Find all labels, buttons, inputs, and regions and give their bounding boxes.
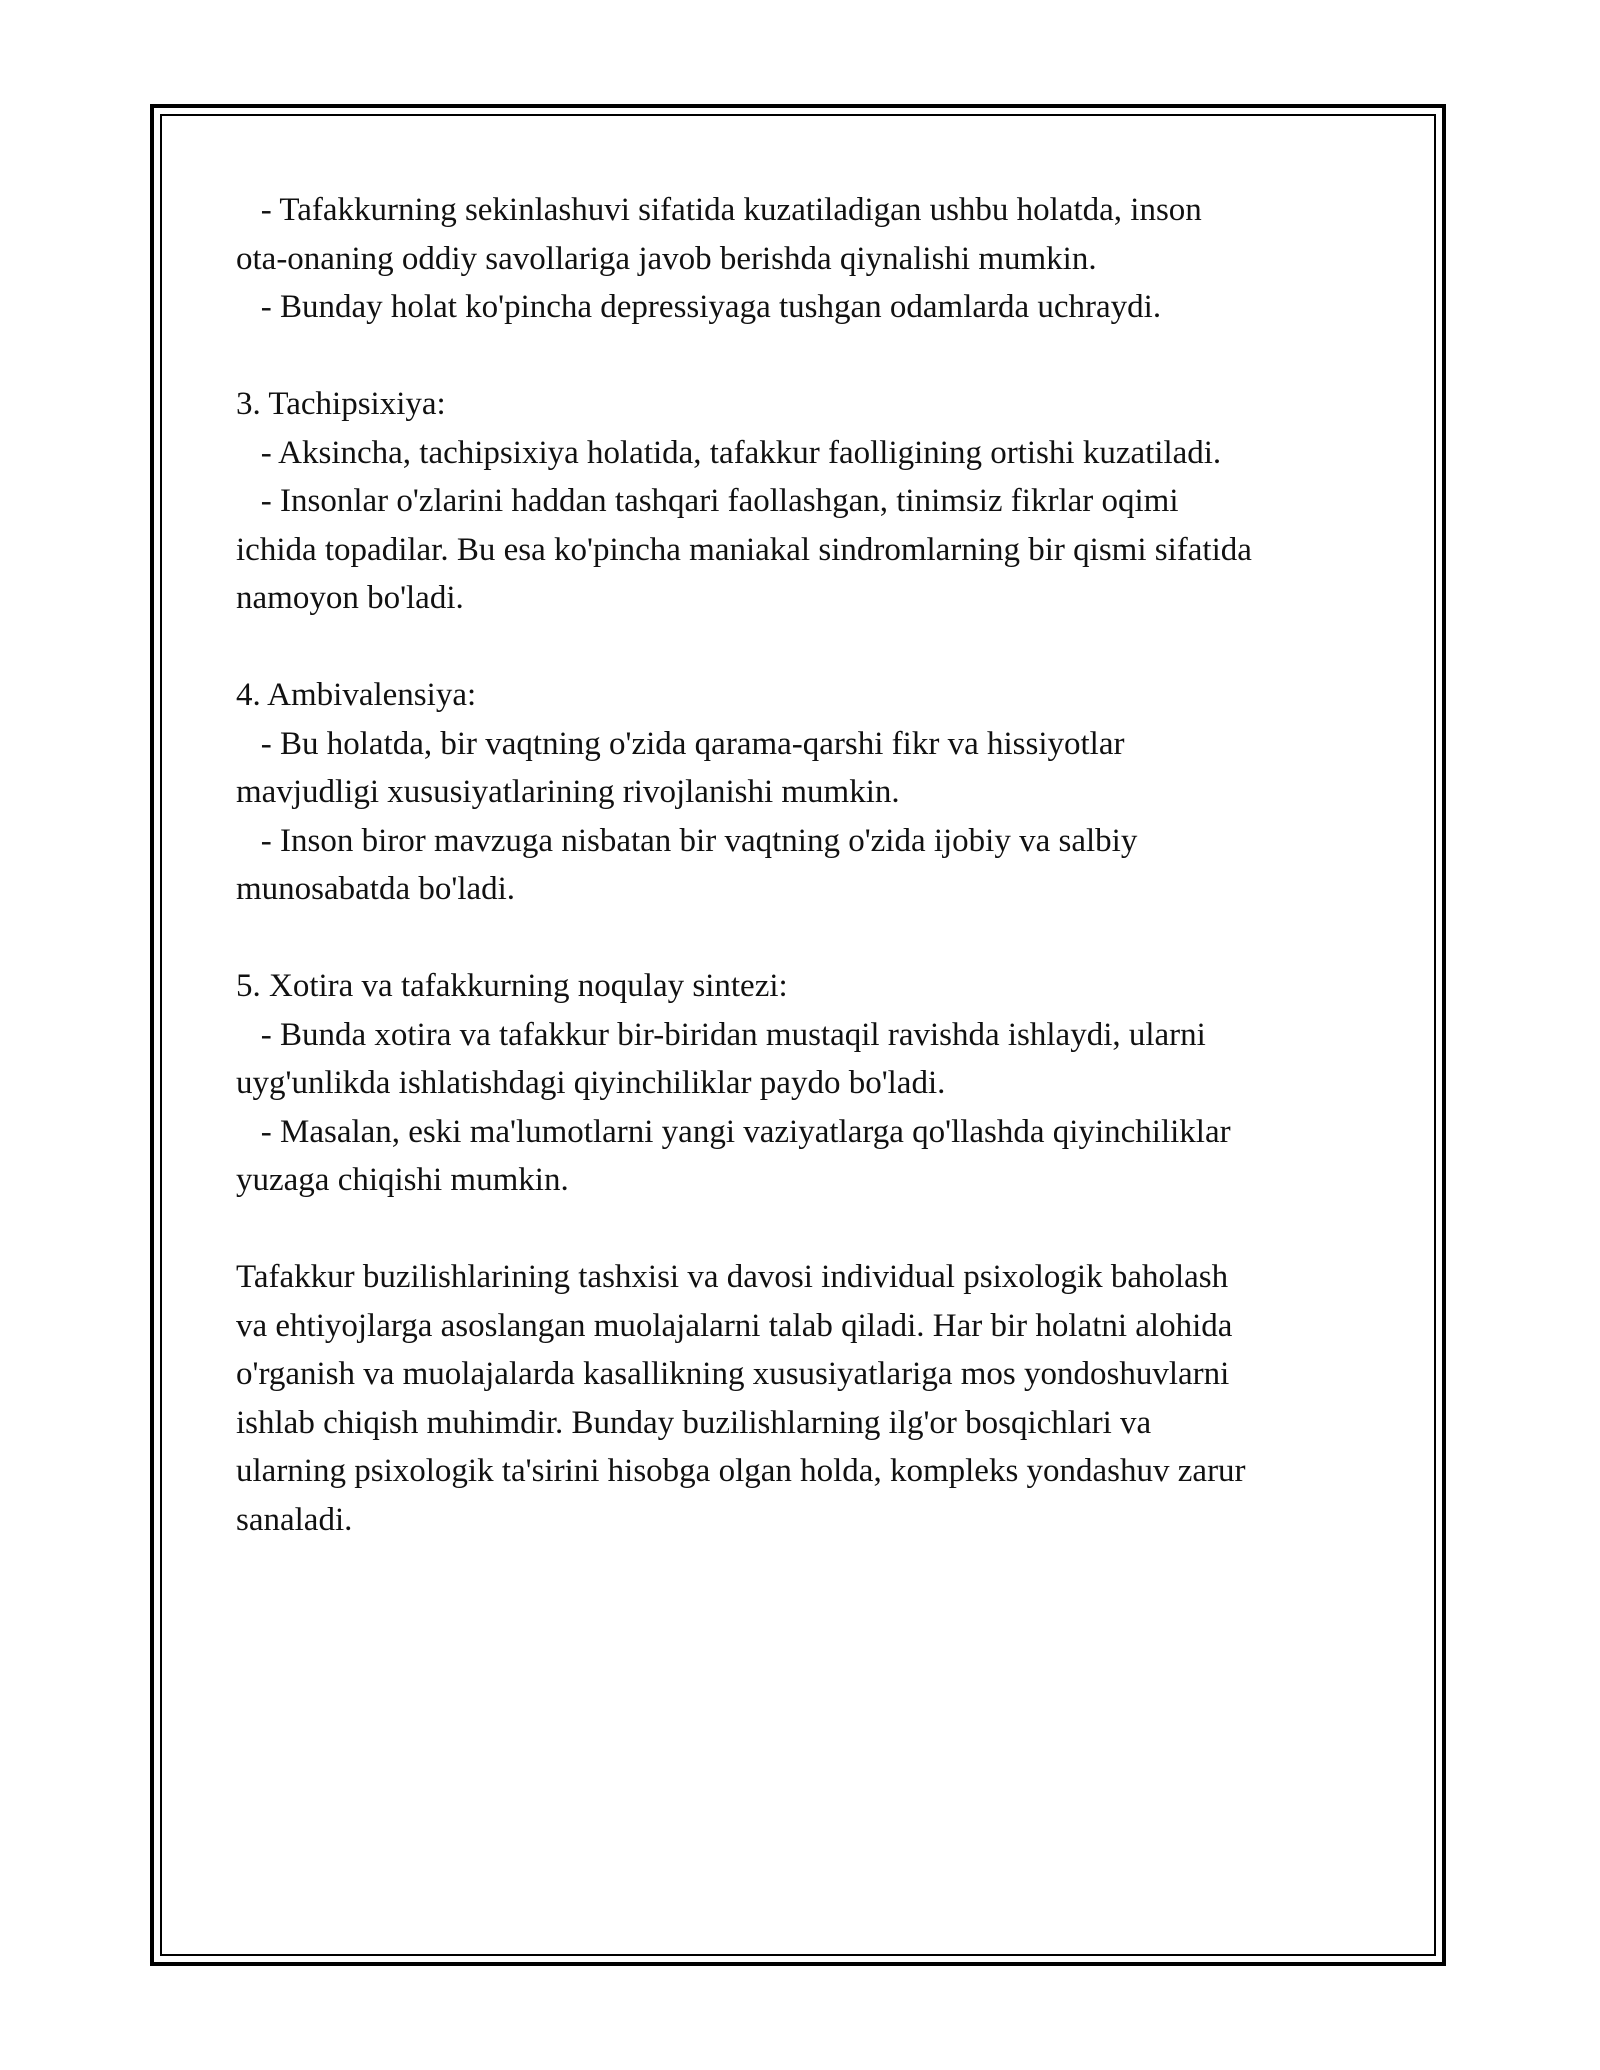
text-line: munosabatda bo'ladi. — [236, 871, 516, 907]
text-line: - Insonlar o'zlarini haddan tashqari faollashgan, tinimsiz fikrlar oqimi — [236, 483, 1179, 519]
text-line: uyg'unlikda ishlatishdagi qiyinchiliklar paydo bo'ladi. — [236, 1065, 946, 1101]
text-line: - Bunday holat ko'pincha depressiyaga tushgan odamlarda uchraydi. — [236, 289, 1162, 325]
text-line: ota-onaning oddiy savollariga javob berishda qiynalishi mumkin. — [236, 240, 1097, 277]
conclusion-line: o'rganish va muolajalarda kasallikning xususiyatlariga mos yondoshuvlarni — [236, 1356, 1230, 1392]
conclusion-line: va ehtiyojlarga asoslangan muolajalarni talab qiladi. Har bir holatni alohida — [236, 1307, 1233, 1344]
text-line: - Masalan, eski ma'lumotlarni yangi vaziyatlarga qo'llashda qiyinchiliklar — [236, 1113, 1231, 1150]
text-line: - Bunda xotira va tafakkur bir-biridan mustaqil ravishda ishlaydi, ularni — [236, 1016, 1206, 1053]
paragraph-gap — [236, 1205, 1376, 1254]
paragraph-gap — [236, 914, 1376, 963]
text-line: - Bu holatda, bir vaqtning o'zida qarama-qarshi fikr va hissiyotlar — [236, 725, 1125, 762]
conclusion-line: Tafakkur buzilishlarining tashxisi va davosi individual psixologik baholash — [236, 1259, 1229, 1295]
text-line: - Aksincha, tachipsixiya holatida, tafakkur faolligining ortishi kuzatiladi. — [236, 434, 1222, 471]
text-line: - Tafakkurning sekinlashuvi sifatida kuzatiladigan ushbu holatda, inson — [236, 192, 1202, 228]
conclusion-line: ularning psixologik ta'sirini hisobga olgan holda, kompleks yondashuv zarur — [236, 1453, 1246, 1489]
conclusion-line: ishlab chiqish muhimdir. Bunday buzilishlarning ilg'or bosqichlari va — [236, 1404, 1152, 1441]
document-body — [236, 186, 1376, 1544]
paragraph-gap — [236, 623, 1376, 672]
conclusion-line: sanaladi. — [236, 1501, 353, 1538]
text-line: yuzaga chiqishi mumkin. — [236, 1162, 569, 1198]
section-heading: 5. Xotira va tafakkurning noqulay sintezi: — [236, 968, 788, 1004]
paragraph-gap — [236, 332, 1376, 381]
text-line: ichida topadilar. Bu esa ko'pincha maniakal sindromlarning bir qismi sifatida — [236, 531, 1252, 568]
section-heading: 4. Ambivalensiya: — [236, 677, 477, 713]
text-line: namoyon bo'ladi. — [236, 580, 464, 616]
text-line: - Inson biror mavzuga nisbatan bir vaqtning o'zida ijobiy va salbiy — [236, 822, 1138, 859]
section-heading: 3. Tachipsixiya: — [236, 386, 446, 422]
text-line: mavjudligi xususiyatlarining rivojlanishi mumkin. — [236, 774, 900, 810]
